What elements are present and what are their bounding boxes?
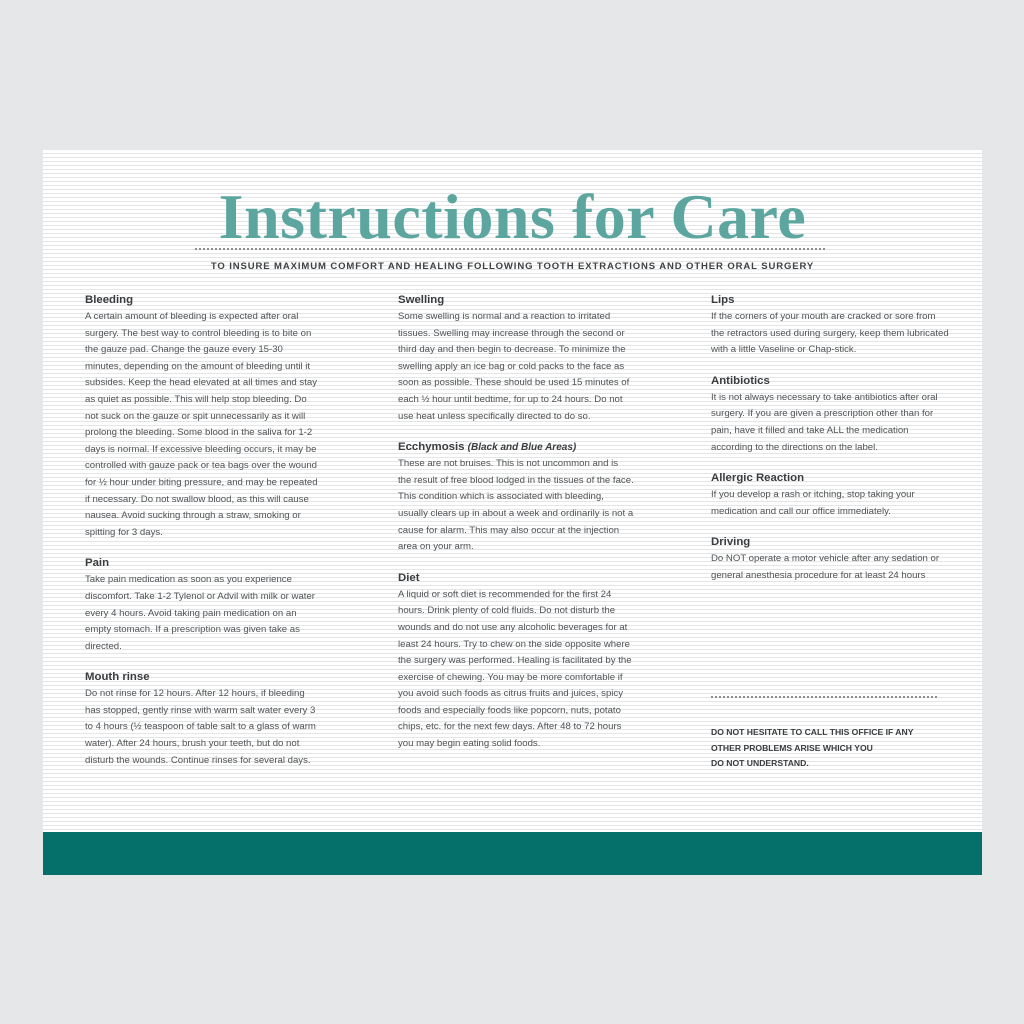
column-right [711, 292, 949, 599]
closing-note: DO NOT HESITATE TO CALL THIS OFFICE IF ANY OTHER PROBLEMS ARISE WHICH YOU DO NOT UNDERSTAND. [711, 727, 914, 768]
column-left [85, 292, 321, 783]
heading-text: Lips [711, 294, 735, 306]
heading-text: Allergic Reaction [711, 472, 805, 485]
section-body: Do not rinse for 12 hours. After 12 hours, if bleeding has stopped, gently rinse with warm salt water every 3 to 4 hours (½ teaspoon of table salt to a glass of warm water). After 24 hours, brush your teeth, but do not disturb the wounds. Continue rinses for several days. [85, 688, 316, 766]
section-heading [85, 555, 321, 572]
heading-text: Ecchymosis [398, 441, 465, 454]
section-heading [398, 570, 634, 587]
heading-subtext: (Black and Blue Areas) [467, 442, 577, 454]
section-heading [85, 292, 321, 309]
section-heading [398, 439, 634, 456]
section-swelling [398, 292, 634, 425]
dotted-divider [195, 248, 825, 250]
section-body: These are not bruises. This is not uncommon and is the result of free blood lodged in the tissues of the face. This condition which is associated with bleeding, usually clears up in about a week and ordinarily is not a cause for alarm. This may also occur at the injection area on your arm. [398, 458, 634, 553]
section-body: A certain amount of bleeding is expected after oral surgery. The best way to control bleeding is to bite on the gauze pad. Change the gauze every 15-30 minutes, depending on the amount of bleeding until it subsides. Keep the head elevated at all times and stay as quiet as possible. This will help stop bleeding. Do not suck on the gauze or spit unnecessarily as it will prolong the bleeding. Some blood in the saliva for 1-2 days is normal. If excessive bleeding occurs, it may be controlled with gauze pack or tea bags over the wound for ½ hour under biting pressure, and may be repeated if necessary. Do not swallow blood, as this will cause nausea. Avoid sucking through a straw, smoking or spitting for 3 days. [85, 311, 318, 538]
section-bleeding [85, 292, 321, 541]
section-heading [711, 534, 949, 551]
page-title: Instructions for Care [218, 181, 807, 252]
section-lips [711, 292, 949, 359]
section-body: It is not always necessary to take antibiotics after oral surgery. If you are given a prescription other than for pain, have it filled and take ALL the medication according to the directions on the label. [711, 391, 938, 453]
section-mouth-rinse [85, 669, 321, 769]
section-ecchymosis [398, 439, 634, 556]
care-instructions-sheet [43, 150, 982, 875]
section-pain [85, 555, 321, 655]
heading-text: Antibiotics [711, 374, 770, 387]
section-heading [711, 470, 949, 487]
heading-text: Swelling [398, 294, 445, 306]
column-middle [398, 292, 634, 767]
heading-text: Bleeding [85, 294, 134, 306]
section-heading [711, 373, 949, 390]
heading-text: Driving [711, 536, 751, 549]
section-body: Do NOT operate a motor vehicle after any sedation or general anesthesia procedure for at least 24 hours [711, 553, 940, 581]
section-heading [85, 669, 321, 686]
section-allergic-reaction [711, 470, 949, 520]
section-body: Take pain medication as soon as you experience discomfort. Take 1-2 Tylenol or Advil with milk or water every 4 hours. Avoid taking pain medication on an empty stomach. If a prescription was given take as directed. [85, 574, 315, 652]
section-body: A liquid or soft diet is recommended for the first 24 hours. Drink plenty of cold fluids. Do not disturb the wounds and do not use any alcoholic beverages for at least 24 hours. Try to chew on the side opposite where the surgery was performed. Healing is facilitated by the exercise of chewing. You may be more comfortable if you avoid such foods as citrus fruits and juices, spicy foods and especially foods like popcorn, nuts, potato chips, etc. for the next few days. After 48 to 72 hours you may begin eating solid foods. [398, 588, 632, 750]
footer-color-bar [43, 832, 982, 875]
section-body: If the corners of your mouth are cracked or sore from the retractors used during surgery, keep them lubricated with a little Vaseline or Chap-stick. [711, 311, 949, 356]
heading-text: Pain [85, 557, 110, 570]
heading-text: Mouth rinse [85, 671, 150, 684]
dotted-divider [711, 696, 937, 698]
section-heading [398, 292, 634, 309]
section-heading [711, 292, 949, 309]
section-diet [398, 570, 634, 753]
page-subtitle: TO INSURE MAXIMUM COMFORT AND HEALING FOLLOWING TOOTH EXTRACTIONS AND OTHER ORAL SURGERY [210, 261, 815, 272]
section-antibiotics [711, 373, 949, 456]
section-body: Some swelling is normal and a reaction to irritated tissues. Swelling may increase through the second or third day and then begin to decrease. To minimize the swelling apply an ice bag or cold packs to the face as soon as possible. These should be used 15 minutes of each ½ hour until bedtime, for up to 24 hours. Do not use heat unless specifically directed to do so. [398, 311, 630, 422]
section-body: If you develop a rash or itching, stop taking your medication and call our office immediately. [711, 489, 915, 517]
heading-text: Diet [398, 571, 420, 584]
section-driving [711, 534, 949, 584]
